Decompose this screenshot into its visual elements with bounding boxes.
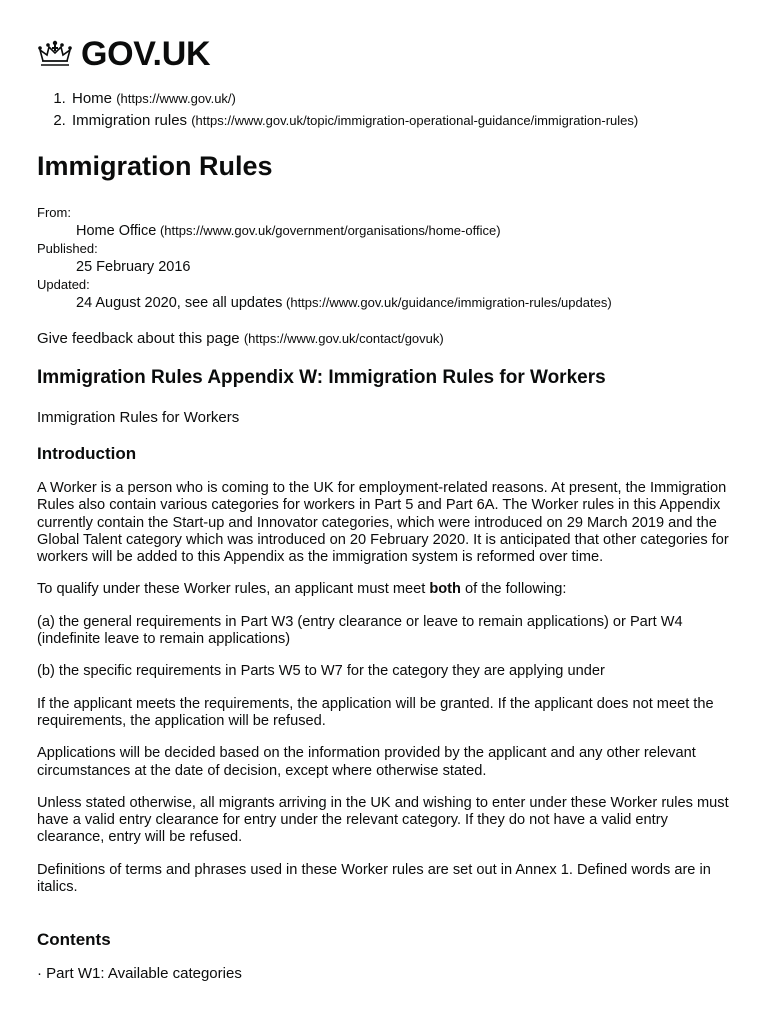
updates-url: (https://www.gov.uk/guidance/immigration-rules/updates) xyxy=(286,295,612,310)
contents-item[interactable]: · Part W1: Available categories xyxy=(37,965,242,982)
updated-value xyxy=(76,294,737,312)
organisation-url: (https://www.gov.uk/government/organisations/home-office) xyxy=(159,223,501,238)
crown-icon xyxy=(37,39,73,69)
metadata xyxy=(37,204,737,312)
logo-text: GOV.UK xyxy=(81,35,211,73)
breadcrumb-item-home[interactable] xyxy=(70,88,768,110)
published-label: Published: xyxy=(37,241,98,256)
paragraph: Applications will be decided based on the information provided by the applicant and any other relevant circumstances at the date of decision, except where otherwise stated. xyxy=(37,745,696,779)
paragraph: If the applicant meets the requirements, the application will be granted. If the applicant does not meet the requirements, the application will be refused. xyxy=(37,695,714,729)
see-all-updates-link[interactable]: 24 August 2020, see all updates xyxy=(76,295,283,311)
breadcrumb-label[interactable]: Home xyxy=(72,90,113,107)
from-label: From: xyxy=(37,205,71,220)
introduction-body xyxy=(37,480,733,911)
govuk-logo[interactable] xyxy=(37,34,210,74)
text: of the following: xyxy=(460,581,567,598)
appendix-heading: Immigration Rules Appendix W: Immigration Rules for Workers xyxy=(37,367,606,388)
published-date: 25 February 2016 xyxy=(76,259,191,275)
breadcrumb-label[interactable]: Immigration rules xyxy=(72,112,188,129)
paragraph: Definitions of terms and phrases used in these Worker rules are set out in Annex 1. Defined words are in italics. xyxy=(37,861,711,896)
paragraph: (a) the general requirements in Part W3 (entry clearance or leave to remain applications) or Part W4 (indefinite leave to remain applications) xyxy=(37,613,683,648)
breadcrumb-item-immigration-rules[interactable] xyxy=(70,110,768,132)
breadcrumb xyxy=(37,88,768,132)
breadcrumb-url: (https://www.gov.uk/) xyxy=(116,91,236,106)
emphasis: both xyxy=(429,581,461,598)
feedback-link[interactable]: Give feedback about this page xyxy=(37,330,240,347)
introduction-heading: Introduction xyxy=(37,444,137,463)
contents-heading: Contents xyxy=(37,930,111,949)
paragraph: A Worker is a person who is coming to the UK for employment-related reasons. At present, the Immigration Rules also contain various categories for workers in Part 5 and Part 6A. The Worker rules in this Appendix currently contain the Start-up and Innovator categories, which were introduced on 29 March 2019 and the Global Talent category which was introduced on 20 February 2020. It is anticipated that other categories for workers will be added to this Appendix as the immigration system is reformed over time. xyxy=(37,480,729,566)
text: To qualify under these Worker rules, an applicant must meet xyxy=(37,581,430,598)
organisation-link[interactable]: Home Office xyxy=(76,223,157,239)
updated-label: Updated: xyxy=(37,277,90,292)
paragraph: (b) the specific requirements in Parts W5 to W7 for the category they are applying under xyxy=(37,663,605,680)
feedback-url: (https://www.gov.uk/contact/govuk) xyxy=(243,331,444,346)
paragraph xyxy=(37,581,733,598)
paragraph: Unless stated otherwise, all migrants arriving in the UK and wishing to enter under these Worker rules must have a valid entry clearance for entry under the relevant category. If they do not have a valid entry clearance, entry will be refused. xyxy=(37,794,729,846)
page-title: Immigration Rules xyxy=(37,151,273,181)
from-value xyxy=(76,222,737,240)
breadcrumb-url: (https://www.gov.uk/topic/immigration-operational-guidance/immigration-rules) xyxy=(191,113,639,128)
feedback-line xyxy=(37,329,444,349)
subheading: Immigration Rules for Workers xyxy=(37,409,240,426)
